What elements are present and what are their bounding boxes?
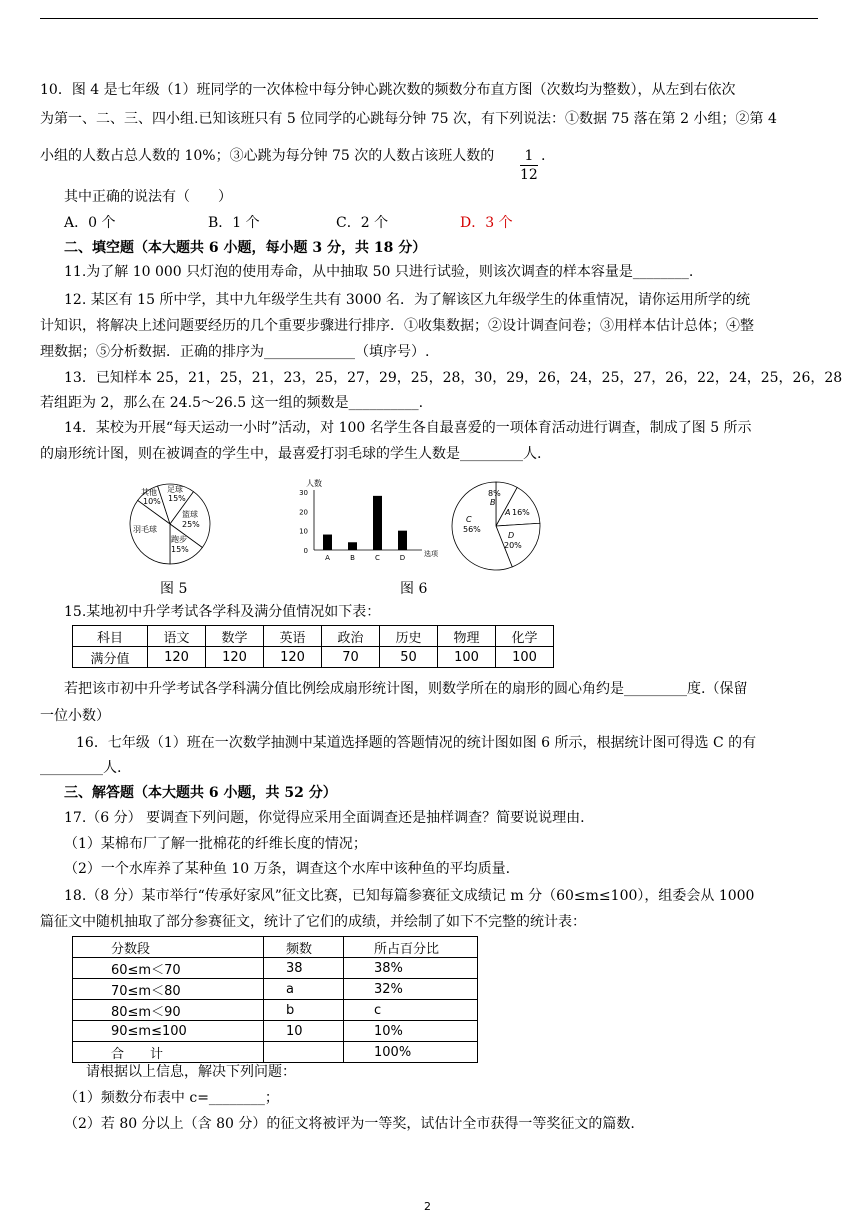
table-cell: 70≤m＜80 (73, 979, 264, 1000)
table-cell: c (344, 1000, 478, 1021)
y-tick-label: 30 (299, 489, 308, 497)
q10-option-a: A．0 个 (64, 215, 116, 231)
q16-line2: _________人. (40, 760, 122, 776)
fraction-1-12 (520, 148, 538, 183)
q18-line5: （2）若 80 分以上（含 80 分）的征文将被评为一等奖，试估计全市获得一等奖征文的篇数. (64, 1116, 635, 1132)
figure6-bar-chart (296, 478, 446, 570)
q10-option-b: B．1 个 (208, 215, 260, 231)
header-rule (40, 18, 818, 19)
fig5-pct-basketball: 25% (182, 520, 200, 529)
fig5-pct-other: 10% (143, 497, 161, 506)
q10-option-c: C．2 个 (336, 215, 389, 231)
table-cell: 80≤m＜90 (73, 1000, 264, 1021)
table-cell: 历史 (380, 626, 438, 647)
section2-heading: 二、填空题（本大题共 6 小题，每小题 3 分，共 18 分） (64, 240, 427, 256)
table-row (73, 626, 554, 647)
q10-line3-end: . (541, 148, 546, 164)
page-number: 2 (424, 1200, 431, 1213)
q13-line2: 若组距为 2，那么在 24.5～26.5 这一组的频数是__________. (40, 395, 424, 411)
y-tick-label: 10 (299, 527, 308, 536)
fraction-bar (520, 165, 538, 166)
q12-line2: 计知识，将解决上述问题要经历的几个重要步骤进行排序．①收集数据；②设计调查问卷；③用样本估计总体；④整 (40, 318, 754, 334)
figure5-caption: 图 5 (160, 581, 188, 597)
q17-line1: 17.（6 分） 要调查下列问题，你觉得应采用全面调查还是抽样调查？简要说说理由. (64, 810, 585, 826)
table-row (73, 979, 478, 1000)
q16-line1: 16．七年级（1）班在一次数学抽测中某道选择题的答题情况的统计图如图 6 所示，根据统计图可得选 C 的有 (76, 735, 757, 751)
table-row (73, 1042, 478, 1063)
table-cell: 120 (264, 647, 322, 668)
bar-A (323, 535, 332, 550)
table-cell: 所占百分比 (344, 937, 478, 958)
table-cell: 120 (148, 647, 206, 668)
figure5-pie-chart (124, 480, 224, 570)
q18-line1: 18.（8 分）某市举行“传承好家风”征文比赛，已知每篇参赛征文成绩记 m 分（60≤m≤100），组委会从 1000 (64, 888, 755, 904)
x-tick-label: D (399, 554, 406, 562)
fig5-label-other: 其他 (141, 488, 157, 497)
y-tick-label: 0 (303, 547, 308, 555)
table-row (73, 1000, 478, 1021)
fig6-pct-b: 8% (488, 489, 501, 498)
bar-B (348, 542, 357, 550)
q13-line1: 13．已知样本 25，21，25，21，23，25，27，29，25，28，30，29，26，24，25，27，26，22，24，25，26，28 (64, 370, 843, 386)
table-cell: 英语 (264, 626, 322, 647)
q10-line3: 小组的人数占总人数的 10%；③心跳为每分钟 75 次的人数占该班人数的 (40, 148, 495, 164)
q18-line3: 请根据以上信息，解决下列问题： (86, 1064, 296, 1080)
fig6-label-b: B (490, 498, 496, 507)
table-row (73, 937, 478, 958)
q15-line2: 一位小数） (40, 708, 110, 724)
table-cell (264, 1042, 344, 1063)
table-cell: 满分值 (73, 647, 148, 668)
fig6-label-a: A (505, 508, 511, 517)
fig5-label-badminton: 羽毛球 (133, 525, 157, 534)
x-tick-label: A (325, 554, 330, 562)
q18-line2: 篇征文中随机抽取了部分参赛征文，统计了它们的成绩，并绘制了如下不完整的统计表： (40, 914, 586, 930)
table-cell: 政治 (322, 626, 380, 647)
table-cell: 90≤m≤100 (73, 1021, 264, 1042)
fig6-bar-xlabel: 选项 (424, 550, 438, 558)
q10-prompt: 其中正确的说法有（ ） (64, 189, 232, 205)
table-cell: 10 (264, 1021, 344, 1042)
q12-line3: 理数据；⑤分析数据．正确的排序为_____________（填序号）. (40, 344, 430, 360)
fig6-label-c: C (466, 515, 472, 524)
figure6-pie-chart (448, 478, 544, 574)
table-cell: 化学 (496, 626, 554, 647)
q17-line3: （2）一个水库养了某种鱼 10 万条，调查这个水库中该种鱼的平均质量. (64, 861, 511, 877)
bar-D (398, 531, 407, 550)
table-row (73, 958, 478, 979)
fig5-pct-football: 15% (168, 494, 186, 503)
table-cell: 频数 (264, 937, 344, 958)
table-cell: 32% (344, 979, 478, 1000)
table-cell: 数学 (206, 626, 264, 647)
fig5-label-running: 跑步 (171, 535, 187, 544)
fig5-label-basketball: 篮球 (182, 510, 198, 519)
table-cell: b (264, 1000, 344, 1021)
q18-line4: （1）频数分布表中 c=________； (64, 1090, 279, 1106)
table-cell: 合 计 (73, 1042, 264, 1063)
table-cell: 70 (322, 647, 380, 668)
q17-line2: （1）某棉布厂了解一批棉花的纤维长度的情况； (64, 836, 367, 852)
fraction-numerator: 1 (524, 148, 534, 164)
table-cell: 60≤m＜70 (73, 958, 264, 979)
q14-line2: 的扇形统计图，则在被调查的学生中，最喜爱打羽毛球的学生人数是_________人. (40, 446, 542, 462)
bar-C (373, 496, 382, 550)
fig5-pct-running: 15% (171, 545, 189, 554)
fig6-pct-a: 16% (512, 508, 530, 517)
q15-line1: 若把该市初中升学考试各学科满分值比例绘成扇形统计图，则数学所在的扇形的圆心角约是_________度.（保留 (64, 681, 748, 697)
fig6-pct-c: 56% (463, 525, 481, 534)
q10-line2: 为第一、二、三、四小组.已知该班只有 5 位同学的心跳每分钟 75 次，有下列说法：①数据 75 落在第 2 小组；②第 4 (40, 111, 777, 127)
q11: 11.为了解 10 000 只灯泡的使用寿命，从中抽取 50 只进行试验，则该次调查的样本容量是________. (64, 264, 694, 280)
table-cell: 50 (380, 647, 438, 668)
fig6-pct-d: 20% (504, 541, 522, 550)
table-cell: 分数段 (73, 937, 264, 958)
section3-heading: 三、解答题（本大题共 6 小题，共 52 分） (64, 785, 337, 801)
table-cell: 38% (344, 958, 478, 979)
table-cell: 100 (438, 647, 496, 668)
table-cell: 100 (496, 647, 554, 668)
y-tick-label: 20 (299, 508, 308, 517)
table-cell: 120 (206, 647, 264, 668)
fig6-label-d: D (508, 531, 515, 540)
table-cell: 38 (264, 958, 344, 979)
table-cell: 语文 (148, 626, 206, 647)
table-row (73, 647, 554, 668)
table-cell: 物理 (438, 626, 496, 647)
figure6-caption: 图 6 (400, 581, 428, 597)
q15-table (72, 625, 554, 668)
q18-table (72, 936, 478, 1063)
q12-line1: 12. 某区有 15 所中学，其中九年级学生共有 3000 名．为了解该区九年级学生的体重情况，请你运用所学的统 (64, 292, 750, 308)
fig6-bar-ylabel: 人数 (306, 479, 322, 488)
q10-line1: 10．图 4 是七年级（1）班同学的一次体检中每分钟心跳次数的频数分布直方图（次数均为整数），从左到右依次 (40, 82, 736, 98)
table-cell: a (264, 979, 344, 1000)
fig5-label-football: 足球 (167, 485, 183, 494)
table-cell: 100% (344, 1042, 478, 1063)
q14-line1: 14．某校为开展“每天运动一小时”活动，对 100 名学生各自最喜爱的一项体育活动进行调查，制成了图 5 所示 (64, 420, 752, 436)
q15-intro: 15.某地初中升学考试各学科及满分值情况如下表： (64, 604, 381, 620)
table-cell: 科目 (73, 626, 148, 647)
table-row (73, 1021, 478, 1042)
x-tick-label: C (375, 554, 380, 562)
q10-option-d: D．3 个 (460, 215, 513, 231)
fraction-denominator: 12 (520, 167, 538, 183)
x-tick-label: B (350, 554, 355, 562)
table-cell: 10% (344, 1021, 478, 1042)
